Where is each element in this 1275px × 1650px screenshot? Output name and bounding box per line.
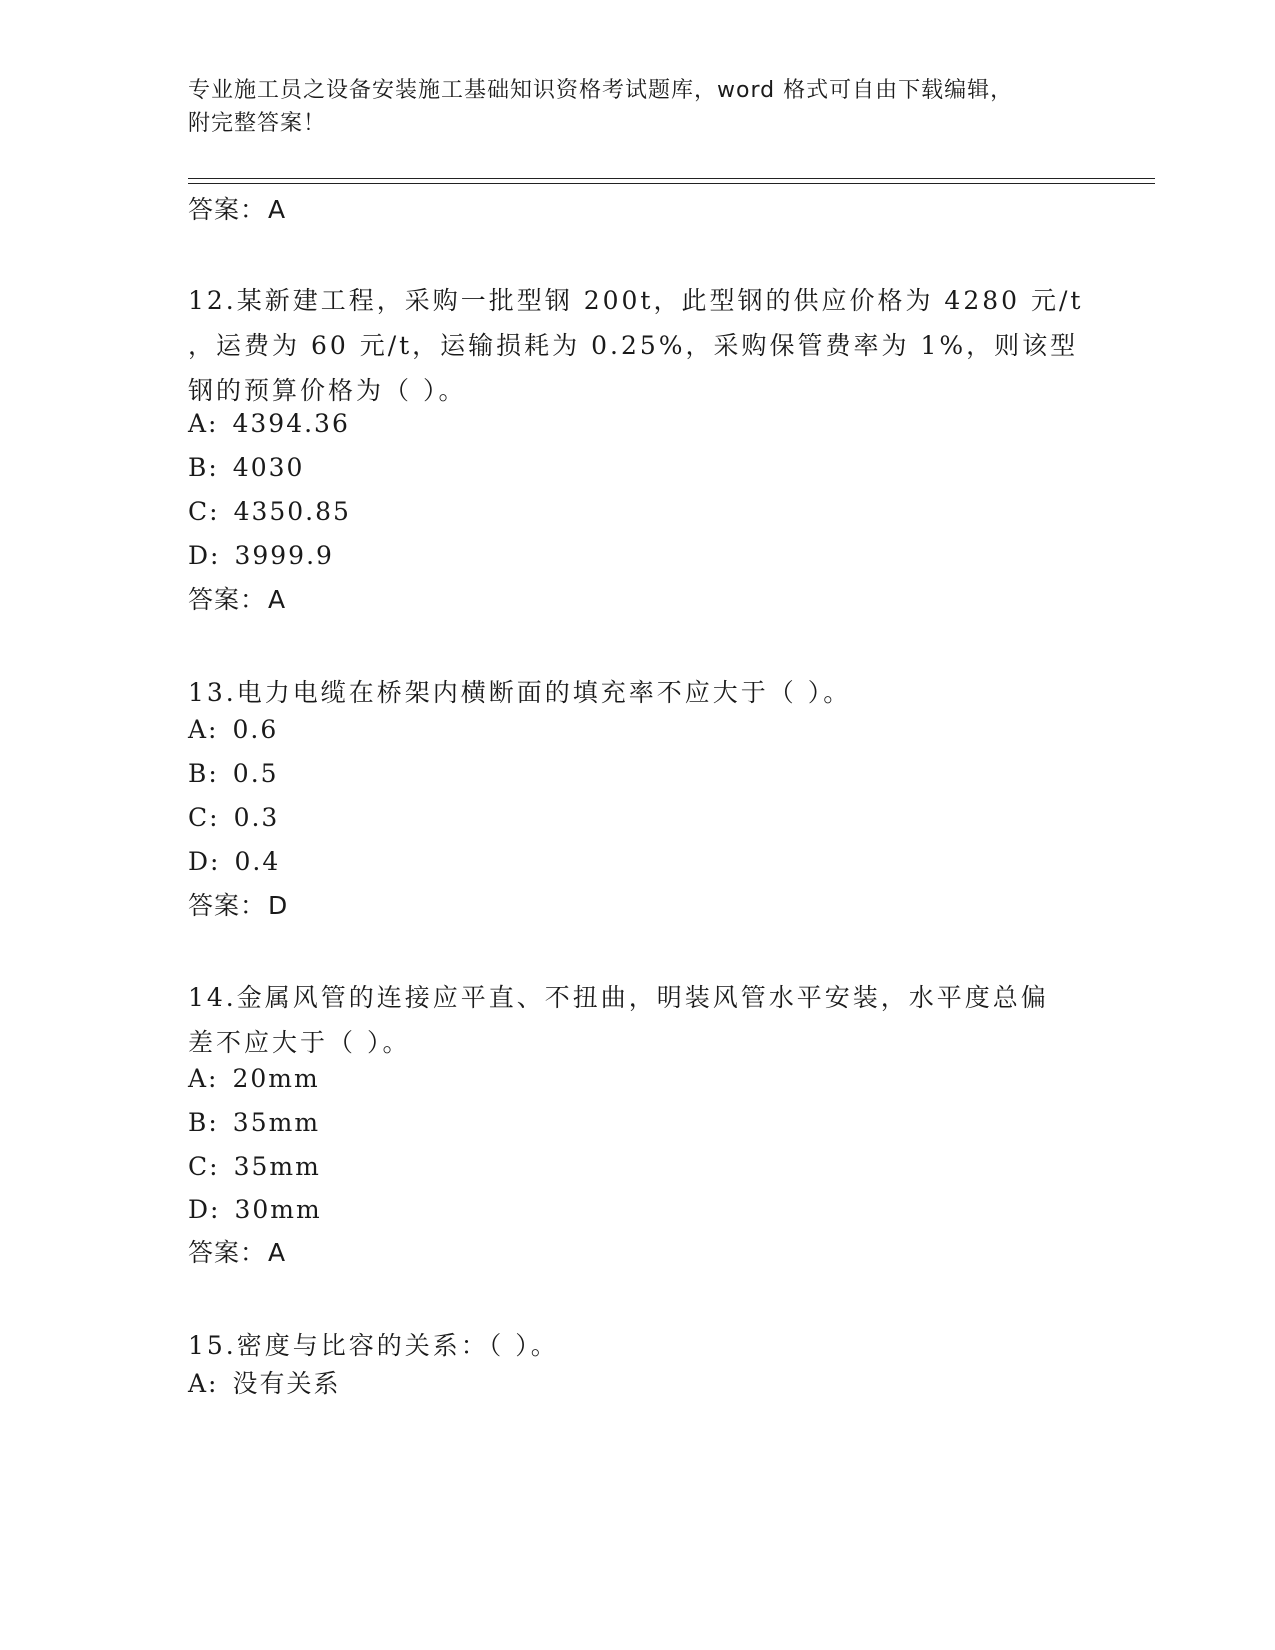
question-13 — [188, 670, 1088, 715]
question-line: 15.密度与比容的关系：（ ）。 — [188, 1331, 559, 1360]
answer-label: 答案： — [188, 585, 267, 614]
header-line-2: 附完整答案！ — [188, 111, 327, 136]
option-letter: B: — [188, 1108, 219, 1137]
document-header — [188, 74, 1068, 140]
option-letter: C: — [188, 803, 220, 832]
header-line-1: 专业施工员之设备安装施工基础知识资格考试题库，word 格式可自由下载编辑， — [188, 78, 1014, 103]
answer-value: A — [268, 585, 287, 614]
option-text: 4394.36 — [232, 409, 350, 438]
option-text: 30mm — [234, 1195, 322, 1224]
option-c — [188, 1150, 321, 1184]
previous-answer — [188, 193, 286, 227]
option-d — [188, 845, 280, 879]
question-line: 12.某新建工程，采购一批型钢 200t，此型钢的供应价格为 4280 元/t — [188, 286, 1084, 315]
option-text: 0.4 — [234, 847, 281, 876]
question-14 — [188, 975, 1088, 1065]
answer-label: 答案： — [188, 1238, 267, 1267]
question-line: 14.金属风管的连接应平直、不扭曲，明装风管水平安装，水平度总偏 — [188, 983, 1049, 1012]
option-a — [188, 407, 350, 441]
option-letter: A: — [188, 715, 219, 744]
option-d — [188, 539, 334, 573]
answer-value: A — [268, 1238, 287, 1267]
option-letter: C: — [188, 497, 220, 526]
option-text: 4030 — [232, 453, 305, 482]
option-a — [188, 713, 278, 747]
option-b — [188, 451, 304, 485]
option-text: 0.3 — [233, 803, 280, 832]
question-15 — [188, 1323, 1088, 1368]
option-c — [188, 495, 351, 529]
option-text: 0.5 — [232, 759, 279, 788]
question-line: 钢的预算价格为（ ）。 — [188, 376, 467, 405]
option-letter: A: — [188, 1064, 219, 1093]
option-text: 0.6 — [232, 715, 279, 744]
question-14-answer — [188, 1236, 286, 1270]
answer-label: 答案： — [188, 891, 267, 920]
option-letter: A: — [188, 1369, 219, 1398]
question-12 — [188, 278, 1088, 413]
option-text: 没有关系 — [232, 1369, 341, 1398]
option-d — [188, 1193, 322, 1227]
option-letter: B: — [188, 759, 219, 788]
question-13-answer — [188, 889, 288, 923]
answer-value: A — [268, 195, 287, 224]
question-line: 13.电力电缆在桥架内横断面的填充率不应大于（ ）。 — [188, 678, 852, 707]
option-text: 4350.85 — [233, 497, 351, 526]
answer-value: D — [268, 891, 289, 920]
header-rule-bottom — [188, 183, 1155, 184]
option-letter: D: — [188, 1195, 221, 1224]
option-letter: B: — [188, 453, 219, 482]
question-line: 差不应大于（ ）。 — [188, 1028, 411, 1057]
answer-label: 答案： — [188, 195, 267, 224]
header-rule-top — [188, 178, 1155, 179]
option-b — [188, 1106, 320, 1140]
question-12-answer — [188, 583, 286, 617]
option-text: 35mm — [233, 1152, 321, 1181]
question-line: ，运费为 60 元/t，运输损耗为 0.25%，采购保管费率为 1%，则该型 — [188, 331, 1079, 360]
option-c — [188, 801, 279, 835]
option-text: 20mm — [232, 1064, 320, 1093]
option-letter: D: — [188, 847, 221, 876]
option-b — [188, 757, 279, 791]
option-letter: C: — [188, 1152, 220, 1181]
option-text: 3999.9 — [234, 541, 334, 570]
option-text: 35mm — [232, 1108, 321, 1137]
option-a — [188, 1062, 320, 1096]
option-a — [188, 1367, 341, 1401]
option-letter: A: — [188, 409, 219, 438]
option-letter: D: — [188, 541, 221, 570]
